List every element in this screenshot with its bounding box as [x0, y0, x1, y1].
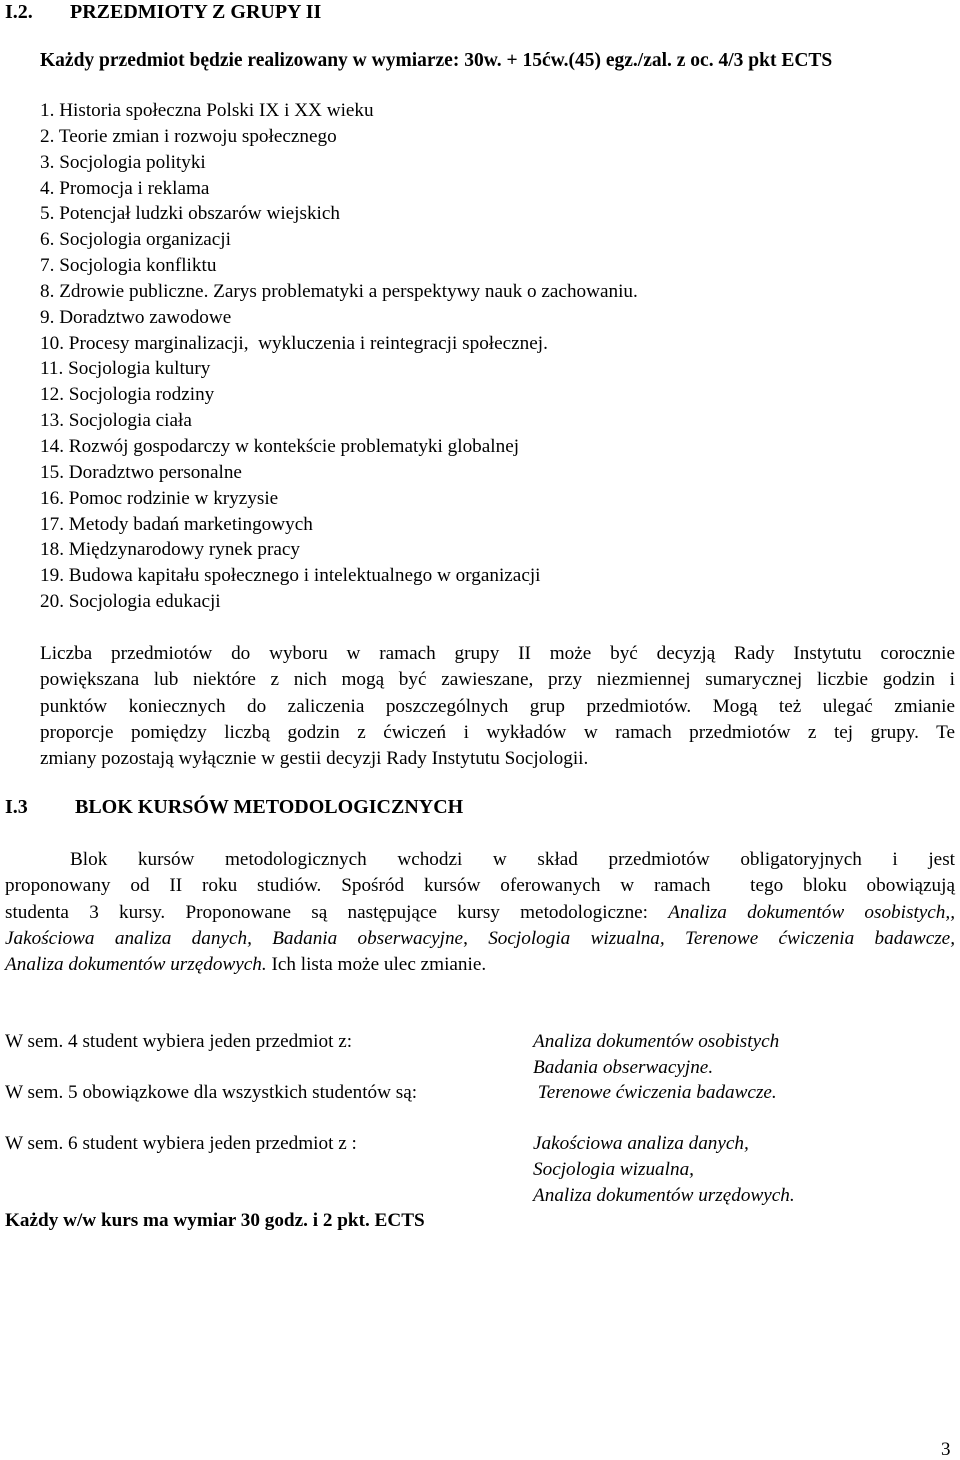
paragraph-line: [5, 926, 955, 952]
paragraph-line: [5, 952, 955, 978]
list-item-number: 14.: [40, 435, 64, 457]
list-item-label: Socjologia edukacji: [68, 591, 221, 613]
list-item-label: Socjologia ciała: [68, 410, 192, 432]
course-item: Analiza dokumentów osobistych: [533, 1031, 780, 1052]
group-ii-paragraph: [40, 641, 955, 772]
list-item: [40, 513, 638, 539]
list-item-label: Zdrowie publiczne. Zarys problematyki a perspektywy nauk o zachowaniu.: [59, 280, 638, 302]
course-item: Badania obserwacyjne.: [533, 1057, 714, 1078]
intro-statement: Każdy przedmiot będzie realizowany w wymiarze: 30w. + 15ćw.(45) egz./zal. z oc. 4/3 pkt ECTS: [40, 50, 833, 71]
course-item: Socjologia wizualna,: [533, 1159, 694, 1180]
semester-label: W sem. 6 student wybiera jeden przedmiot z :: [5, 1133, 357, 1154]
list-item: [40, 151, 638, 177]
list-item-number: 8.: [40, 280, 55, 302]
list-item-number: 15.: [40, 461, 64, 483]
semester-courses: [533, 1029, 779, 1081]
list-item: [40, 564, 638, 590]
section-number: I.3: [5, 796, 28, 818]
subject-list: [40, 99, 638, 616]
list-item-label: Socjologia organizacji: [59, 229, 231, 251]
text-segment: proponowany od II roku studiów. Spośród kursów oferowanych w ramach tego bloku obowiązują: [5, 875, 955, 897]
list-item: [40, 538, 638, 564]
list-item-label: Potencjał ludzki obszarów wiejskich: [59, 203, 341, 225]
list-item-number: 2.: [40, 125, 55, 147]
list-item-number: 5.: [40, 203, 55, 225]
list-item-number: 10.: [40, 332, 64, 354]
list-item-label: Rozwój gospodarczy w kontekście problematyki globalnej: [68, 435, 520, 457]
list-item-number: 11.: [40, 358, 64, 380]
list-item-label: Socjologia rodziny: [68, 384, 215, 406]
list-item: [40, 383, 638, 409]
course-name: Analiza dokumentów osobistych,,: [668, 901, 955, 923]
list-item-number: 20.: [40, 591, 64, 613]
course-name: Analiza dokumentów urzędowych.: [5, 954, 267, 976]
list-item-number: 18.: [40, 539, 64, 561]
list-item-number: 9.: [40, 306, 55, 328]
semester-courses: [533, 1080, 777, 1106]
course-item: Terenowe ćwiczenia badawcze.: [533, 1082, 777, 1103]
paragraph-line: [5, 847, 955, 873]
course-name: Jakościowa analiza danych, Badania obserwacyjne: [5, 927, 464, 949]
list-item: [40, 202, 638, 228]
course-name: Socjologia wizualna, Terenowe ćwiczenia badawcze,: [488, 927, 955, 949]
list-item-number: 6.: [40, 229, 55, 251]
section-number: I.2.: [5, 1, 33, 23]
list-item-number: 19.: [40, 565, 64, 587]
paragraph-line: punktów koniecznych do zaliczenia poszczególnych grup przedmiotów. Mogą też ulegać zmianie: [40, 695, 955, 717]
page-number: 3: [941, 1439, 951, 1460]
text-segment: Blok kursów metodologicznych wchodzi w skład przedmiotów obligatoryjnych i jest: [70, 849, 955, 870]
list-item-label: Promocja i reklama: [59, 177, 210, 199]
paragraph-line: [5, 900, 955, 926]
list-item: [40, 435, 638, 461]
list-item: [40, 461, 638, 487]
paragraph-line: zmiany pozostają wyłącznie w gestii decyzji Rady Instytutu Socjologii.: [40, 748, 589, 770]
list-item-label: Budowa kapitału społecznego i intelektualnego w organizacji: [68, 565, 541, 587]
list-item: [40, 332, 638, 358]
section-title: BLOK KURSÓW METODOLOGICZNYCH: [75, 796, 464, 818]
list-item-label: Doradztwo personalne: [68, 461, 242, 483]
paragraph-line: Liczba przedmiotów do wyboru w ramach grupy II może być decyzją Rady Instytutu corocznie: [40, 643, 955, 664]
paragraph-line: proporcje pomiędzy liczbą godzin z ćwiczeń i wykładów w ramach przedmiotów z tej grupy. Te: [40, 721, 955, 743]
list-item-number: 4.: [40, 177, 55, 199]
list-item: [40, 409, 638, 435]
final-note: Każdy w/w kurs ma wymiar 30 godz. i 2 pkt. ECTS: [5, 1210, 425, 1231]
semester-label: W sem. 5 obowiązkowe dla wszystkich studentów są:: [5, 1082, 418, 1103]
list-item-number: 12.: [40, 384, 64, 406]
list-item-number: 1.: [40, 100, 55, 121]
list-item-label: Doradztwo zawodowe: [59, 306, 232, 328]
paragraph-line: [5, 873, 955, 899]
list-item-number: 3.: [40, 151, 55, 173]
semester-courses: [533, 1131, 795, 1209]
list-item-label: Teorie zmian i rozwoju społecznego: [58, 125, 337, 147]
list-item: [40, 125, 638, 151]
methodology-paragraph: [5, 847, 955, 978]
course-item: Analiza dokumentów urzędowych.: [533, 1185, 795, 1206]
list-item-number: 13.: [40, 410, 64, 432]
list-item-number: 16.: [40, 487, 64, 509]
course-item: Jakościowa analiza danych,: [533, 1133, 749, 1154]
list-item-number: 17.: [40, 513, 64, 535]
paragraph-line: powiększana lub niektóre z nich mogą być zawieszane, przy niezmiennej sumarycznej liczbie godzin i: [40, 669, 955, 691]
list-item: [40, 487, 638, 513]
list-item-label: Międzynarodowy rynek pracy: [68, 539, 301, 561]
text-segment: Ich lista może ulec zmianie.: [266, 954, 487, 976]
list-item: [40, 357, 638, 383]
list-item-label: Socjologia kultury: [68, 358, 211, 380]
semester-label: W sem. 4 student wybiera jeden przedmiot z:: [5, 1031, 353, 1052]
list-item: [40, 590, 638, 616]
list-item-label: Historia społeczna Polski IX i XX wieku: [59, 100, 374, 121]
list-item-number: 7.: [40, 255, 55, 277]
list-item: [40, 306, 638, 332]
list-item-label: Metody badań marketingowych: [68, 513, 313, 535]
list-item-label: Pomoc rodzinie w kryzysie: [68, 487, 279, 509]
section-title: PRZEDMIOTY Z GRUPY II: [70, 1, 322, 23]
list-item-label: Socjologia konfliktu: [59, 255, 217, 277]
list-item-label: Socjologia polityki: [59, 151, 206, 173]
list-item: [40, 280, 638, 306]
list-item: [40, 254, 638, 280]
text-segment: ,: [463, 927, 489, 949]
list-item: [40, 177, 638, 203]
list-item: [40, 99, 638, 125]
list-item-label: Procesy marginalizacji, wykluczenia i reintegracji społecznej.: [68, 332, 548, 354]
list-item: [40, 228, 638, 254]
text-segment: studenta 3 kursy. Proponowane są następujące kursy metodologiczne:: [5, 901, 669, 923]
